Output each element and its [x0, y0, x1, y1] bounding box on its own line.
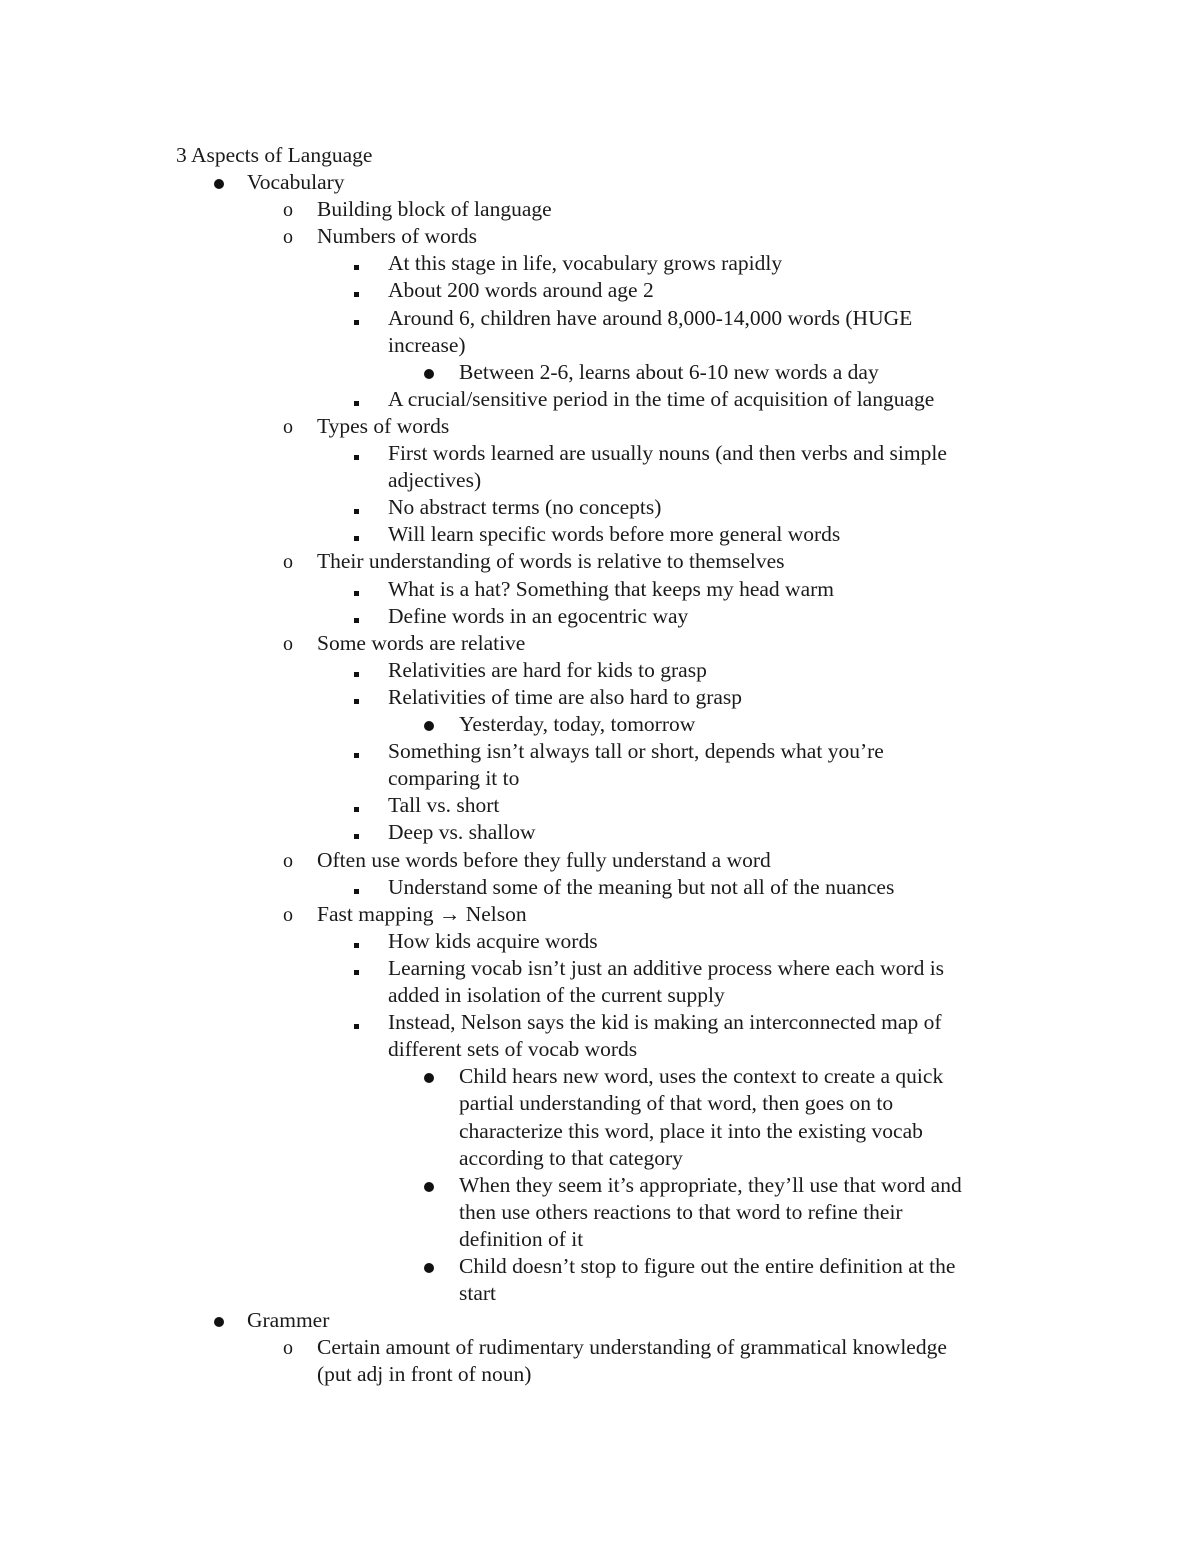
- bullet-square-icon: [354, 657, 359, 684]
- list-item-level-3: adjectives): [388, 468, 482, 492]
- list-item-level-1: Vocabulary: [247, 170, 345, 194]
- list-item-level-4: then use others reactions to that word to refine their: [459, 1200, 903, 1224]
- bullet-square-icon: [354, 494, 359, 521]
- bullet-circle-icon-glyph: o: [283, 551, 293, 573]
- bullet-circle-icon-glyph: o: [283, 904, 293, 926]
- bullet-square-icon: [354, 277, 359, 304]
- list-item-level-4: characterize this word, place it into the existing vocab: [459, 1119, 923, 1143]
- bullet-square-icon-glyph: [354, 1024, 359, 1029]
- list-item-level-2: Fast mapping → Nelson: [317, 902, 527, 926]
- bullet-square-icon: [354, 440, 359, 467]
- bullet-dot-icon-glyph: [214, 1317, 224, 1327]
- bullet-dot-icon: [424, 359, 434, 386]
- bullet-circle-icon: [283, 1334, 293, 1362]
- bullet-square-icon-glyph: [354, 618, 359, 623]
- bullet-circle-icon: [283, 548, 293, 576]
- list-item-level-2: Types of words: [317, 414, 450, 438]
- bullet-circle-icon-glyph: o: [283, 633, 293, 655]
- bullet-dot-icon: [214, 1307, 224, 1334]
- bullet-dot-icon-glyph: [424, 1073, 434, 1083]
- bullet-square-icon-glyph: [354, 672, 359, 677]
- list-item-level-3: comparing it to: [388, 766, 520, 790]
- list-item-level-3: added in isolation of the current supply: [388, 983, 725, 1007]
- bullet-dot-icon: [424, 1063, 434, 1090]
- bullet-square-icon: [354, 792, 359, 819]
- bullet-square-icon: [354, 521, 359, 548]
- bullet-square-icon: [354, 928, 359, 955]
- bullet-circle-icon-glyph: o: [283, 226, 293, 248]
- list-item-level-3: Something isn’t always tall or short, depends what you’re: [388, 739, 884, 763]
- bullet-circle-icon: [283, 196, 293, 224]
- list-item-level-3: A crucial/sensitive period in the time of acquisition of language: [388, 387, 935, 411]
- bullet-square-icon-glyph: [354, 699, 359, 704]
- bullet-square-icon: [354, 603, 359, 630]
- list-item-level-2: Building block of language: [317, 197, 552, 221]
- list-item-level-3: First words learned are usually nouns (and then verbs and simple: [388, 441, 947, 465]
- bullet-circle-icon-glyph: o: [283, 1337, 293, 1359]
- list-item-level-1: Grammer: [247, 1308, 330, 1332]
- bullet-dot-icon: [214, 169, 224, 196]
- bullet-dot-icon: [424, 711, 434, 738]
- bullet-circle-icon-glyph: o: [283, 850, 293, 872]
- bullet-circle-icon: [283, 847, 293, 875]
- bullet-circle-icon: [283, 901, 293, 929]
- bullet-square-icon-glyph: [354, 509, 359, 514]
- list-item-level-4: start: [459, 1281, 497, 1305]
- list-item-level-3: Learning vocab isn’t just an additive process where each word is: [388, 956, 945, 980]
- list-item-level-3: What is a hat? Something that keeps my head warm: [388, 577, 834, 601]
- list-item-level-3: At this stage in life, vocabulary grows rapidly: [388, 251, 783, 275]
- bullet-square-icon: [354, 874, 359, 901]
- bullet-square-icon-glyph: [354, 753, 359, 758]
- bullet-square-icon: [354, 955, 359, 982]
- bullet-dot-icon-glyph: [214, 179, 224, 189]
- list-item-level-2: Often use words before they fully understand a word: [317, 848, 771, 872]
- bullet-square-icon: [354, 250, 359, 277]
- bullet-circle-icon: [283, 630, 293, 658]
- list-item-level-4: definition of it: [459, 1227, 584, 1251]
- bullet-square-icon-glyph: [354, 292, 359, 297]
- list-item-level-3: No abstract terms (no concepts): [388, 495, 662, 519]
- bullet-square-icon-glyph: [354, 834, 359, 839]
- bullet-square-icon-glyph: [354, 889, 359, 894]
- list-item-level-4: When they seem it’s appropriate, they’ll use that word and: [459, 1173, 962, 1197]
- bullet-square-icon: [354, 684, 359, 711]
- bullet-square-icon: [354, 305, 359, 332]
- list-item-level-4: partial understanding of that word, then goes on to: [459, 1091, 894, 1115]
- bullet-square-icon-glyph: [354, 401, 359, 406]
- bullet-dot-icon-glyph: [424, 1182, 434, 1192]
- bullet-square-icon-glyph: [354, 320, 359, 325]
- bullet-circle-icon: [283, 223, 293, 251]
- list-item-level-2: Some words are relative: [317, 631, 526, 655]
- list-item-level-3: Understand some of the meaning but not all of the nuances: [388, 875, 895, 899]
- bullet-square-icon-glyph: [354, 536, 359, 541]
- list-item-level-2: Certain amount of rudimentary understanding of grammatical knowledge: [317, 1335, 947, 1359]
- bullet-square-icon-glyph: [354, 970, 359, 975]
- list-item-level-3: different sets of vocab words: [388, 1037, 638, 1061]
- list-item-level-3: increase): [388, 333, 466, 357]
- bullet-square-icon-glyph: [354, 265, 359, 270]
- bullet-dot-icon-glyph: [424, 1263, 434, 1273]
- bullet-circle-icon-glyph: o: [283, 199, 293, 221]
- bullet-dot-icon-glyph: [424, 721, 434, 731]
- bullet-dot-icon: [424, 1172, 434, 1199]
- list-item-level-3: How kids acquire words: [388, 929, 598, 953]
- bullet-square-icon-glyph: [354, 807, 359, 812]
- list-item-level-2: (put adj in front of noun): [317, 1362, 532, 1386]
- list-item-level-3: Will learn specific words before more general words: [388, 522, 841, 546]
- bullet-square-icon: [354, 1009, 359, 1036]
- document-title: 3 Aspects of Language: [176, 143, 373, 167]
- list-item-level-4: Child hears new word, uses the context to create a quick: [459, 1064, 944, 1088]
- list-item-level-3: Around 6, children have around 8,000-14,000 words (HUGE: [388, 306, 913, 330]
- bullet-dot-icon-glyph: [424, 369, 434, 379]
- list-item-level-4: Yesterday, today, tomorrow: [459, 712, 696, 736]
- bullet-square-icon-glyph: [354, 943, 359, 948]
- bullet-square-icon-glyph: [354, 455, 359, 460]
- bullet-square-icon: [354, 386, 359, 413]
- bullet-dot-icon: [424, 1253, 434, 1280]
- list-item-level-3: Define words in an egocentric way: [388, 604, 689, 628]
- list-item-level-3: Relativities are hard for kids to grasp: [388, 658, 707, 682]
- list-item-level-3: About 200 words around age 2: [388, 278, 654, 302]
- bullet-square-icon: [354, 819, 359, 846]
- bullet-circle-icon-glyph: o: [283, 416, 293, 438]
- list-item-level-2: Numbers of words: [317, 224, 478, 248]
- list-item-level-4: Child doesn’t stop to figure out the entire definition at the: [459, 1254, 956, 1278]
- list-item-level-4: according to that category: [459, 1146, 683, 1170]
- bullet-square-icon: [354, 576, 359, 603]
- bullet-square-icon-glyph: [354, 591, 359, 596]
- bullet-square-icon: [354, 738, 359, 765]
- list-item-level-3: Instead, Nelson says the kid is making an interconnected map of: [388, 1010, 942, 1034]
- list-item-level-4: Between 2-6, learns about 6-10 new words a day: [459, 360, 879, 384]
- list-item-level-3: Deep vs. shallow: [388, 820, 536, 844]
- list-item-level-2: Their understanding of words is relative to themselves: [317, 549, 785, 573]
- list-item-level-3: Relativities of time are also hard to grasp: [388, 685, 743, 709]
- list-item-level-3: Tall vs. short: [388, 793, 500, 817]
- bullet-circle-icon: [283, 413, 293, 441]
